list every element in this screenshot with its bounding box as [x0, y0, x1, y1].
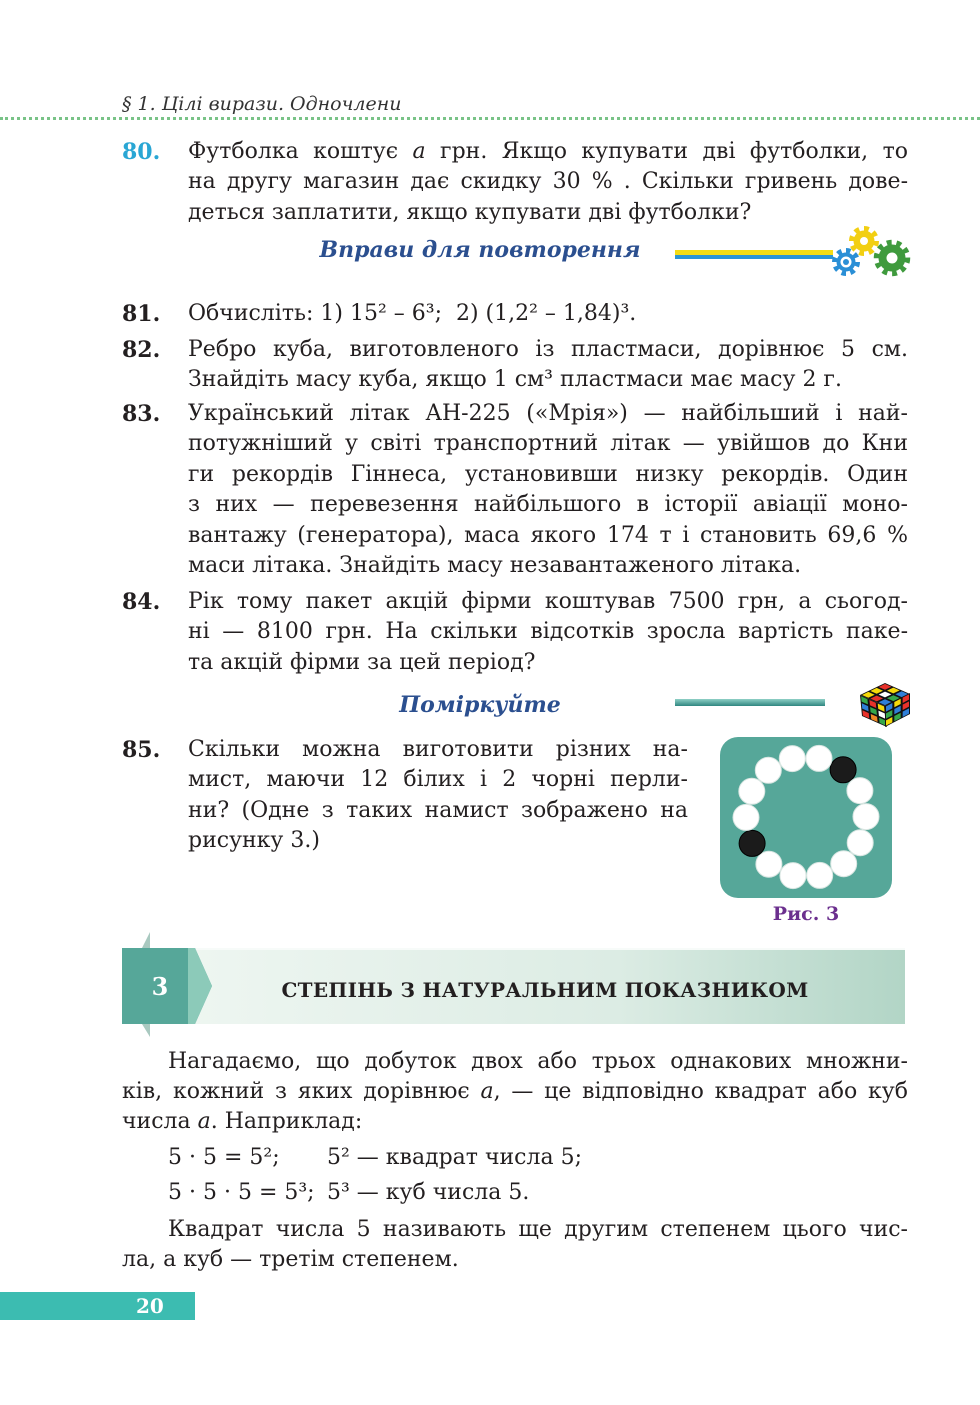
text-line: ги рекордів Гіннеса, установивши низку рекордів. Один	[188, 461, 908, 487]
running-head: § 1. Цілі вирази. Одночлени	[122, 93, 402, 115]
think-heading: Поміркуйте	[399, 692, 561, 718]
pearl-white	[847, 830, 873, 856]
text-line: Рік тому пакет акцій фірми коштував 7500 грн, а сьогод-	[188, 589, 908, 614]
pearl-white	[807, 862, 833, 888]
problem-text	[188, 137, 908, 228]
text-line	[122, 1107, 908, 1137]
rubiks-cube-icon	[856, 680, 914, 730]
text-line: та акцій фірми за цей період?	[188, 649, 536, 675]
text-segment: . Наприклад:	[210, 1109, 363, 1134]
text-segment: ків, кожний з яких дорівнює	[122, 1079, 481, 1104]
yellow-gear-icon	[852, 229, 877, 254]
text-line: з них — перевезення найбільшого в історії авіації моно-	[188, 492, 908, 518]
pearl-white	[853, 804, 879, 830]
section-title: СТЕПІНЬ З НАТУРАЛЬНИМ ПОКАЗНИКОМ	[281, 978, 809, 1002]
text-line: Знайдіть масу куба, якщо 1 см³ пластмаси має масу 2 г.	[188, 367, 842, 393]
intro-paragraph	[122, 1047, 908, 1137]
problem-83	[122, 399, 908, 581]
problem-80	[122, 137, 908, 228]
ribbon-fold	[142, 932, 150, 948]
problem-number: 84.	[122, 589, 161, 615]
problem-81	[122, 299, 908, 329]
text-segment: грн. Якщо купувати дві футболки, то	[425, 139, 908, 164]
text-line: потужніший у світі транспортний літак — увійшов до Кни	[188, 431, 908, 457]
pearl-white	[755, 757, 781, 783]
text-segment: , — це відповідно квадрат або куб	[493, 1079, 908, 1104]
variable: a	[412, 139, 426, 164]
pearl-white	[779, 746, 805, 772]
problem-number: 85.	[122, 737, 161, 763]
ribbon-fold	[142, 1024, 150, 1037]
text-line: ни? (Одне з таких намист зображено на	[188, 797, 688, 823]
text-line: Обчисліть: 1) 15² – 6³; 2) (1,2² – 1,84)³.	[188, 301, 637, 326]
problem-number: 80.	[122, 139, 161, 165]
text-segment: Футболка коштує	[188, 139, 413, 164]
pearl-black	[830, 757, 856, 783]
necklace-figure	[720, 737, 892, 898]
text-line: вантажу (генератора), маса якого 174 т і становить 69,6 %	[188, 522, 908, 548]
problem-text	[188, 299, 908, 329]
gears-icon	[826, 224, 914, 280]
variable: a	[480, 1079, 494, 1104]
text-line: рисунку 3.)	[188, 828, 320, 854]
problem-text	[188, 399, 908, 581]
pearl-white	[806, 745, 832, 771]
page-number-bar	[0, 1292, 195, 1320]
text-line: мист, маючи 12 білих і 2 чорні перли-	[188, 767, 688, 793]
closing-paragraph	[122, 1215, 908, 1275]
problem-number: 83.	[122, 401, 161, 427]
text-line: Нагадаємо, що добуток двох або трьох однакових множни-	[168, 1049, 908, 1074]
pearl-black	[739, 830, 765, 856]
decorative-stripe	[675, 255, 833, 259]
problem-number: 82.	[122, 337, 161, 363]
text-line	[188, 137, 908, 167]
text-line: Квадрат числа 5 називають ще другим степенем цього чис-	[168, 1217, 908, 1242]
figure-caption: Рис. 3	[772, 903, 840, 925]
pearl-white	[756, 851, 782, 877]
problem-number: 81.	[122, 301, 161, 327]
decorative-stripe	[675, 699, 825, 706]
pearl-white	[733, 804, 759, 830]
formula-left: 5 · 5 = 5²;	[168, 1145, 280, 1170]
problem-84	[122, 587, 908, 678]
problem-82	[122, 335, 908, 396]
text-line: деться заплатити, якщо купувати дві футболки?	[188, 199, 752, 225]
section-number: 3	[151, 972, 169, 1001]
text-line: Ребро куба, виготовленого із пластмаси, дорівнює 5 см.	[188, 337, 908, 362]
variable: a	[197, 1109, 211, 1134]
text-segment: числа	[122, 1109, 198, 1134]
pearl-white	[847, 778, 873, 804]
pearl-white	[739, 778, 765, 804]
blue-gear-icon	[835, 251, 858, 274]
text-line: на другу магазин дає скидку 30 % . Скільки гривень дове-	[188, 169, 908, 195]
problem-text	[188, 587, 908, 678]
formula-right: 5³ — куб числа 5.	[327, 1180, 530, 1205]
green-gear-icon	[877, 243, 908, 274]
pearl-white	[831, 851, 857, 877]
text-line: Скільки можна виготовити різних на-	[188, 737, 688, 762]
header-dotted-divider	[0, 117, 980, 120]
page-number: 20	[136, 1294, 164, 1318]
text-line: ла, а куб — третім степенем.	[122, 1247, 459, 1272]
text-line	[122, 1077, 908, 1107]
formula-right: 5² — квадрат числа 5;	[327, 1145, 582, 1170]
problem-text	[188, 735, 688, 857]
pearl-white	[780, 863, 806, 889]
text-line: ні — 8100 грн. На скільки відсотків зросла вартість паке-	[188, 619, 908, 645]
review-exercises-heading: Вправи для повторення	[319, 237, 641, 263]
text-line: маси літака. Знайдіть масу незавантаженого літака.	[188, 553, 802, 579]
formula-left: 5 · 5 · 5 = 5³;	[168, 1180, 315, 1205]
text-line: Український літак АН-225 («Мрія») — найбільший і най-	[188, 401, 908, 426]
problem-text	[188, 335, 908, 396]
